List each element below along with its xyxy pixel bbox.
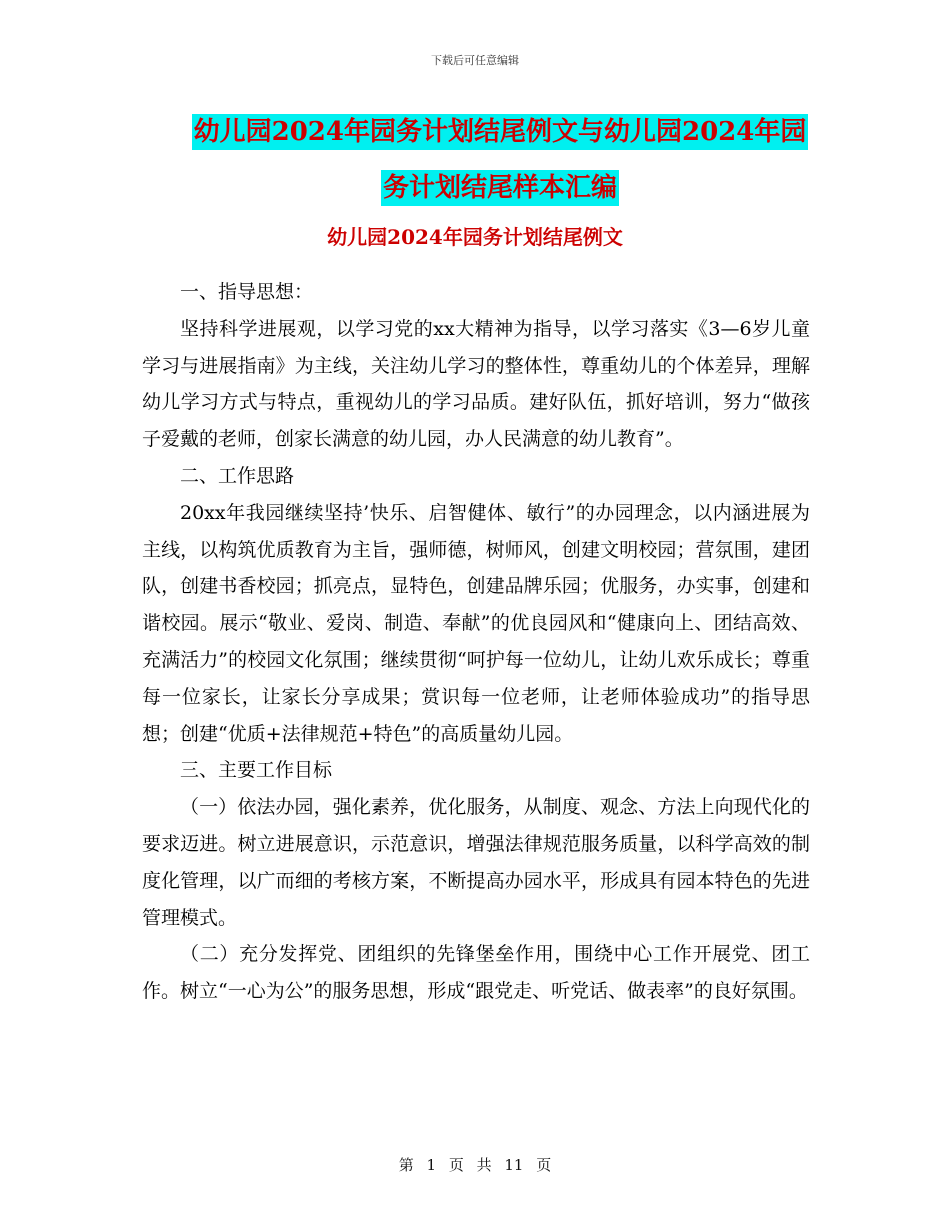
paragraph-goal-1: （一）依法办园，强化素养，优化服务，从制度、观念、方法上向现代化的要求迈进。树立进展意识，示范意识，增强法律规范服务质量，以科学高效的制度化管理，以广而细的考核方案，不断提高办园水平，形成具有园本特色的先进管理模式。 — [142, 796, 810, 929]
document-title-line-2: 务计划结尾样本汇编 — [381, 170, 619, 206]
page-number-footer: 第 1 页 共 11 页 — [398, 1156, 552, 1174]
document-title — [140, 104, 860, 216]
page-header-note: 下载后可任意编辑 — [431, 54, 519, 67]
heading-guiding-ideology: 一、指导思想： — [180, 281, 314, 303]
document-body — [142, 274, 810, 1010]
paragraph-goal-2: （二）充分发挥党、团组织的先锋堡垒作用，围绕中心工作开展党、团工作。树立“一心为公”的服务思想，形成“跟党走、听党话、做表率”的良好氛围。 — [142, 943, 810, 1003]
paragraph-work-approach: 20xx年我园继续坚持’快乐、启智健体、敏行”的办园理念，以内涵进展为主线，以构筑优质教育为主旨，强师德，树师风，创建文明校园；营氛围，建团队，创建书香校园；抓亮点，显特色，创建品牌乐园；优服务，办实事，创建和谐校园。展示“敬业、爱岗、制造、奉献”的优良园风和“健康向上、团结高效、充满活力”的校园文化氛围；继续贯彻“呵护每一位幼儿，让幼儿欢乐成长；尊重每一位家长，让家长分享成果；赏识每一位老师，让老师体验成功”的指导思想；创建“优质+法律规范+特色”的高质量幼儿园。 — [142, 501, 810, 745]
document-title-line-1: 幼儿园2024年园务计划结尾例文与幼儿园2024年园 — [192, 114, 809, 150]
section-title: 幼儿园2024年园务计划结尾例文 — [327, 225, 623, 249]
heading-work-approach: 二、工作思路 — [180, 464, 295, 487]
paragraph-guiding-ideology: 坚持科学进展观，以学习党的xx大精神为指导，以学习落实《3—6岁儿童学习与进展指南》为主线，关注幼儿学习的整体性，尊重幼儿的个体差异，理解幼儿学习方式与特点，重视幼儿的学习品质。建好队伍，抓好培训，努力“做孩子爱戴的老师，创家长满意的幼儿园，办人民满意的幼儿教育”。 — [142, 317, 810, 451]
heading-main-goals: 三、主要工作目标 — [180, 759, 333, 782]
